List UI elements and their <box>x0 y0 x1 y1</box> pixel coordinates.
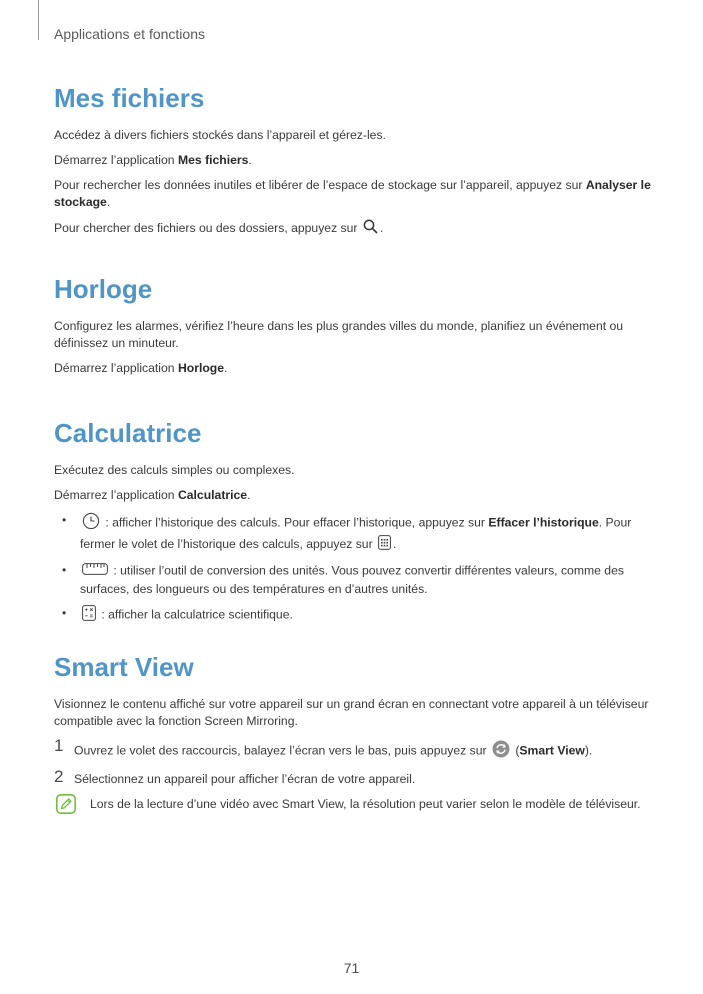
page-number: 71 <box>343 960 360 976</box>
list-item: • : utiliser l’outil de conversion des unités. Vous pouvez convertir différentes valeurs, comme des surfaces, des longueurs ou des températures en d’autres unités. <box>62 562 624 596</box>
paragraph: Configurez les alarmes, vérifiez l’heure dans les plus grandes villes du monde, planifiez un événement ou définissez un minuteur. <box>54 318 624 350</box>
paragraph: Exécutez des calculs simples ou complexes. <box>54 462 295 477</box>
section-title: Horloge <box>54 274 153 304</box>
ruler-icon <box>82 562 108 581</box>
keypad-icon <box>378 535 391 555</box>
note: Lors de la lecture d’une vidéo avec Smart View, la résolution peut varier selon le modèle de téléviseur. <box>54 796 654 813</box>
section-title: Calculatrice <box>54 418 202 448</box>
step-item: 2 Sélectionnez un appareil pour afficher l’écran de votre appareil. <box>54 766 416 786</box>
list-item: • : afficher la calculatrice scientifique. <box>54 605 654 626</box>
scientific-calculator-icon <box>82 605 96 626</box>
section-title: Mes fichiers <box>54 83 205 113</box>
header-divider <box>38 0 39 40</box>
clock-history-icon <box>82 512 100 535</box>
paragraph: Démarrez l’application Calculatrice. <box>54 487 251 502</box>
section-horloge <box>54 275 654 385</box>
section-title: Smart View <box>54 652 194 682</box>
paragraph: Pour rechercher les données inutiles et libérer de l’espace de stockage sur l’appareil, appuyez sur Analyser le stockage. <box>54 177 651 209</box>
bullet-list <box>54 512 654 626</box>
smart-view-icon <box>492 740 510 763</box>
paragraph: Démarrez l’application Horloge. <box>54 360 228 375</box>
list-item: • : afficher l’historique des calculs. Pour effacer l’historique, appuyez sur Effacer l’historique. Pour fermer le volet de l’historique des calculs, appuyez sur . <box>54 512 654 555</box>
paragraph: Pour chercher des fichiers ou des dossiers, appuyez sur . <box>54 219 654 239</box>
section-calculatrice <box>54 419 654 633</box>
step-item: 1 Ouvrez le volet des raccourcis, balayez l’écran vers le bas, puis appuyez sur (Smart View). <box>54 740 654 763</box>
note-pencil-icon <box>56 794 76 819</box>
section-smart-view <box>54 653 654 813</box>
paragraph: Visionnez le contenu affiché sur votre appareil sur un grand écran en connectant votre appareil à un téléviseur compatible avec la fonction Screen Mirroring. <box>54 696 649 728</box>
paragraph: Démarrez l’application Mes fichiers. <box>54 152 252 167</box>
section-mes-fichiers <box>54 84 654 247</box>
search-icon <box>363 219 378 239</box>
page-header: Applications et fonctions <box>54 26 205 42</box>
paragraph: Accédez à divers fichiers stockés dans l’appareil et gérez-les. <box>54 127 386 142</box>
